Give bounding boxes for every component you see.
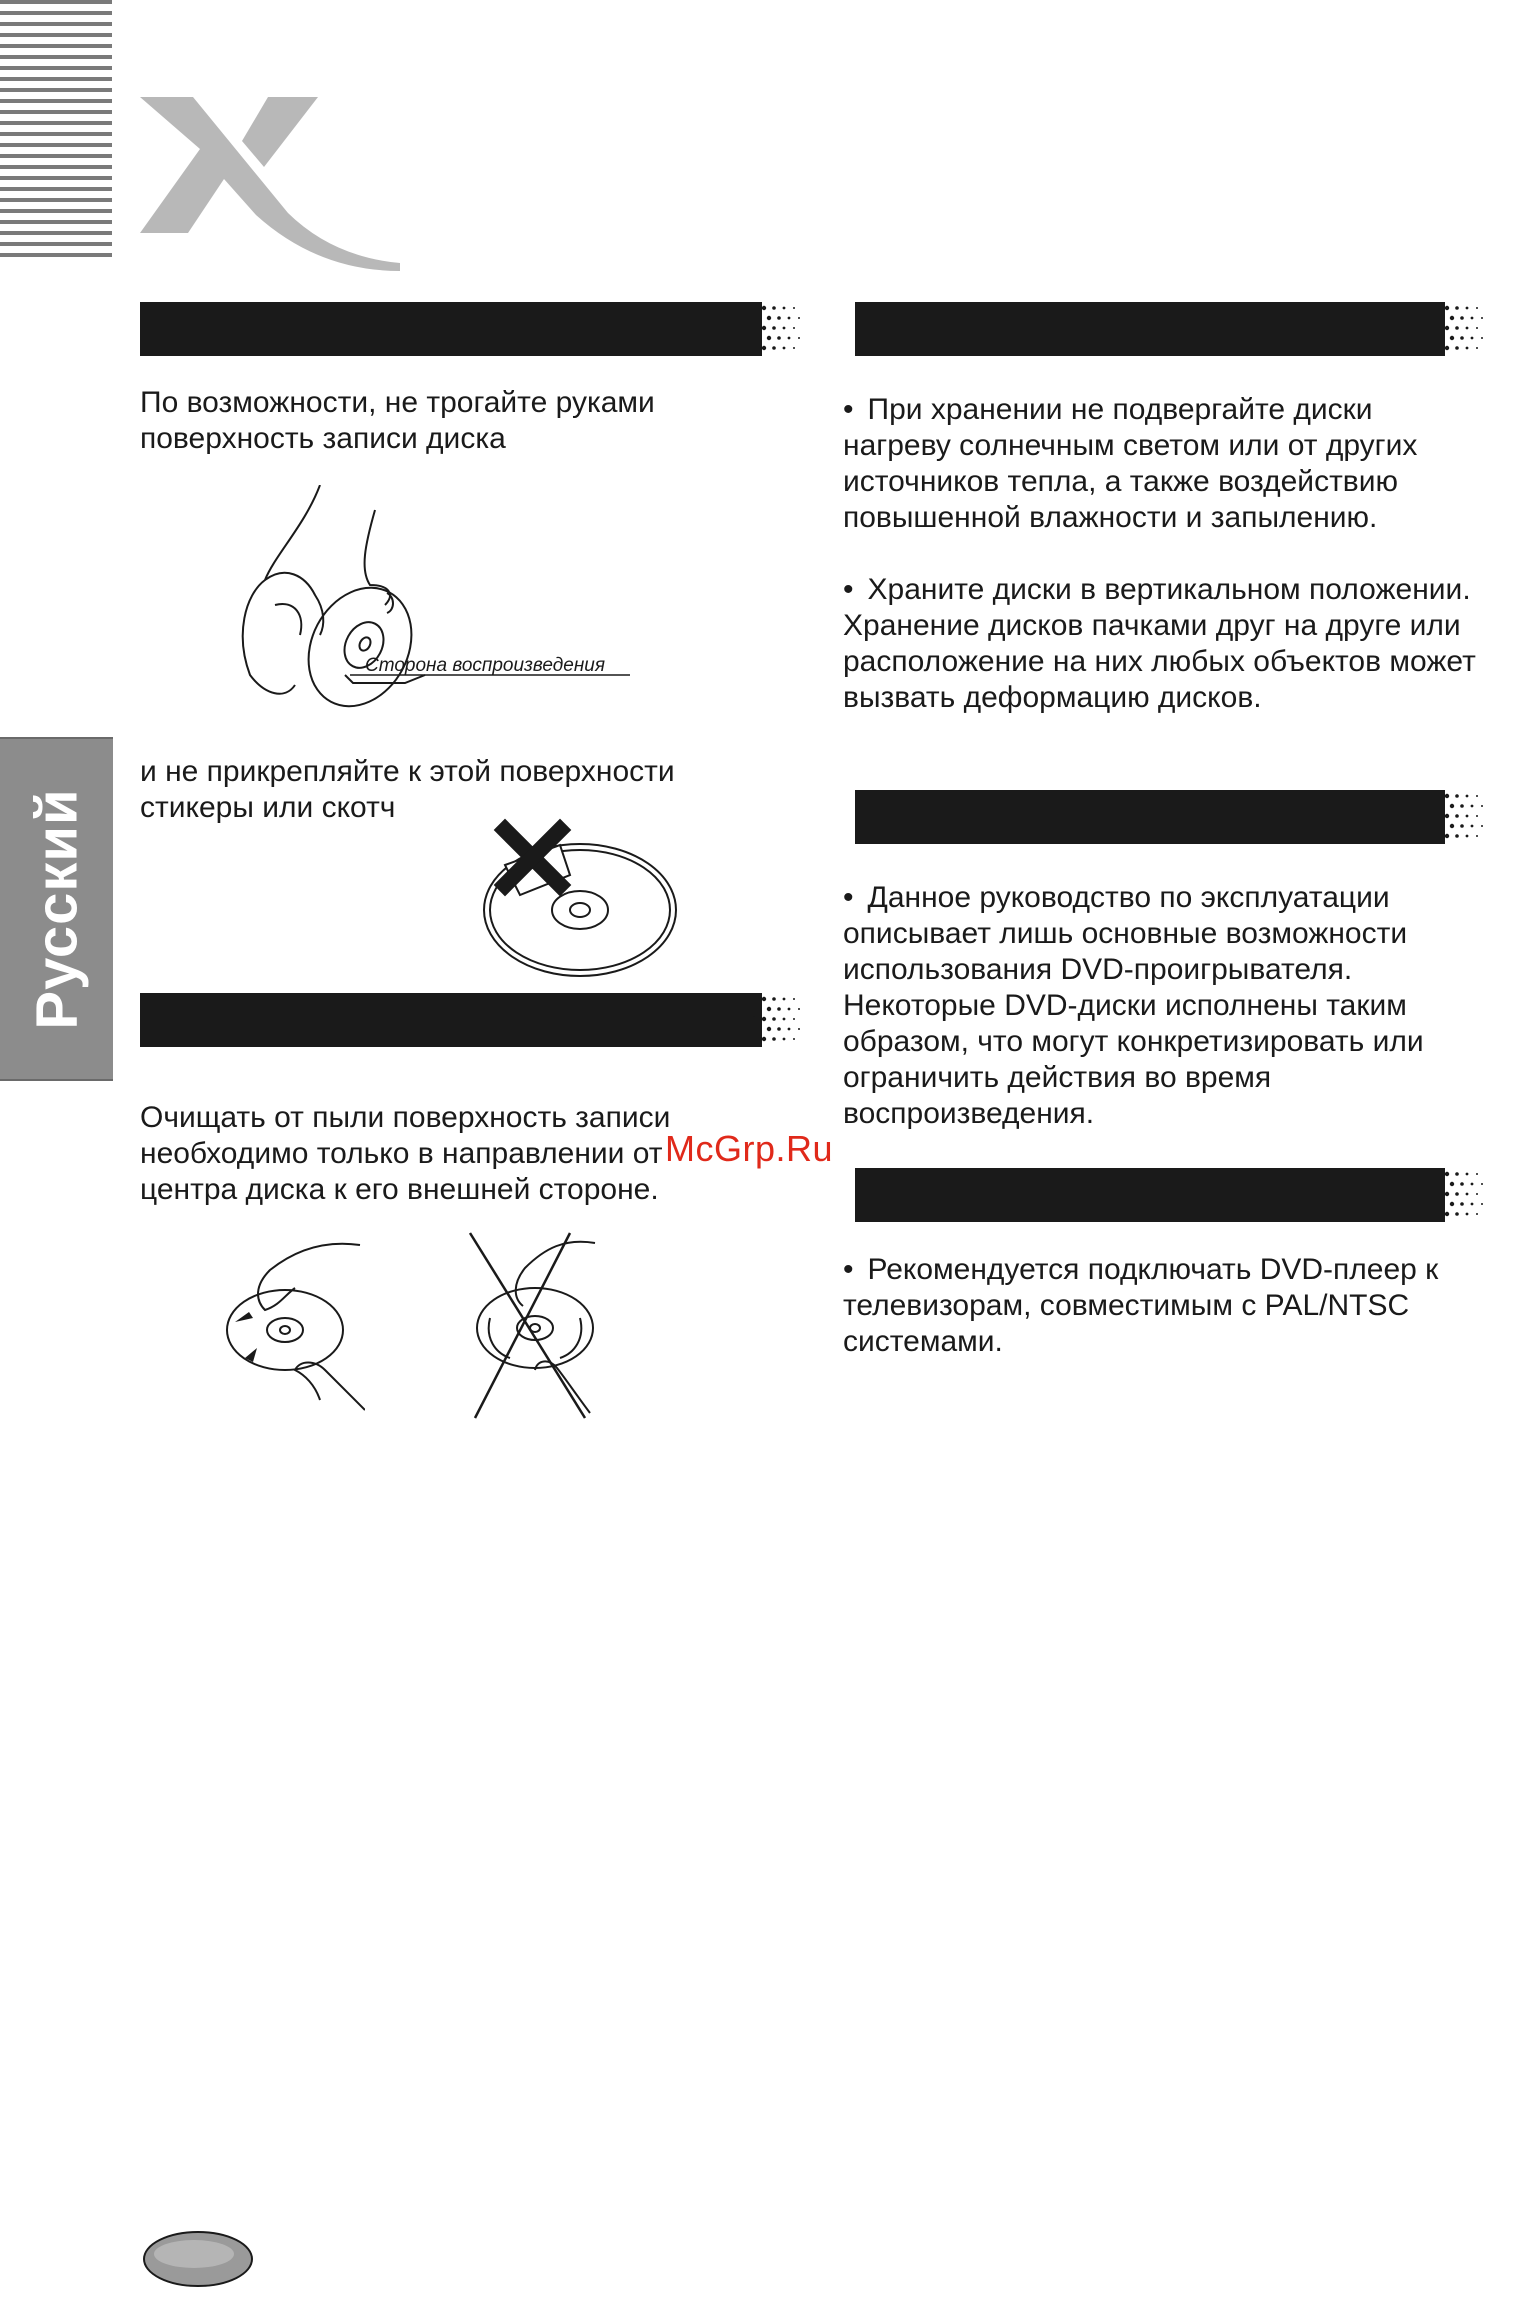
wrong-cleaning-figure (465, 1228, 605, 1423)
section-bar-storage (855, 302, 1485, 356)
halftone-dots-icon (1423, 1168, 1485, 1222)
disc-no-sticker-figure (475, 815, 680, 985)
section-bar-cleaning (140, 993, 802, 1047)
halftone-dots-icon (740, 993, 802, 1047)
section-bar-tv (855, 1168, 1485, 1222)
brand-logo (138, 95, 400, 271)
storage-item-2: • Храните диски в вертикальном положении. Хранение дисков пачками друг на друге или расположение на них любых объектов может вызвать деформацию дисков. (843, 572, 1483, 716)
section-bar-manual (855, 790, 1485, 844)
halftone-dots-icon (1423, 790, 1485, 844)
figure-caption: Сторона воспроизведения (365, 655, 605, 676)
manual-item: • Данное руководство по эксплуатации описывает лишь основные возможности использования DVD-проигрывателя. Некоторые DVD-диски исполнены таким образом, что могут конкретизировать или ограничить действия во время воспроизведения. (843, 880, 1483, 1132)
language-tab-label: Русский (24, 788, 89, 1030)
cleaning-text: Очищать от пыли поверхность записи необходимо только в направлении от центра диска к его внешней стороне. (140, 1101, 671, 1206)
section-bar-handling (140, 302, 802, 356)
storage-item-1: • При хранении не подвергайте диски нагреву солнечным светом или от других источников тепла, а также воздействию повышенной влажности и запылению. (843, 392, 1483, 536)
watermark: McGrp.Ru (665, 1128, 834, 1169)
halftone-dots-icon (740, 302, 802, 356)
page-number-oval (142, 2230, 255, 2288)
tv-item: • Рекомендуется подключать DVD-плеер к телевизорам, совместимым с PAL/NTSC системами. (843, 1252, 1483, 1360)
sticker-text: и не прикрепляйте к этой поверхности стикеры или скотч (140, 755, 675, 824)
correct-cleaning-figure (225, 1240, 365, 1415)
language-tab (0, 737, 113, 1081)
handling-text: По возможности, не трогайте руками поверхность записи диска (140, 386, 655, 455)
halftone-dots-icon (1423, 302, 1485, 356)
hand-holding-disc-figure (225, 485, 635, 715)
header-stripes (0, 0, 112, 272)
